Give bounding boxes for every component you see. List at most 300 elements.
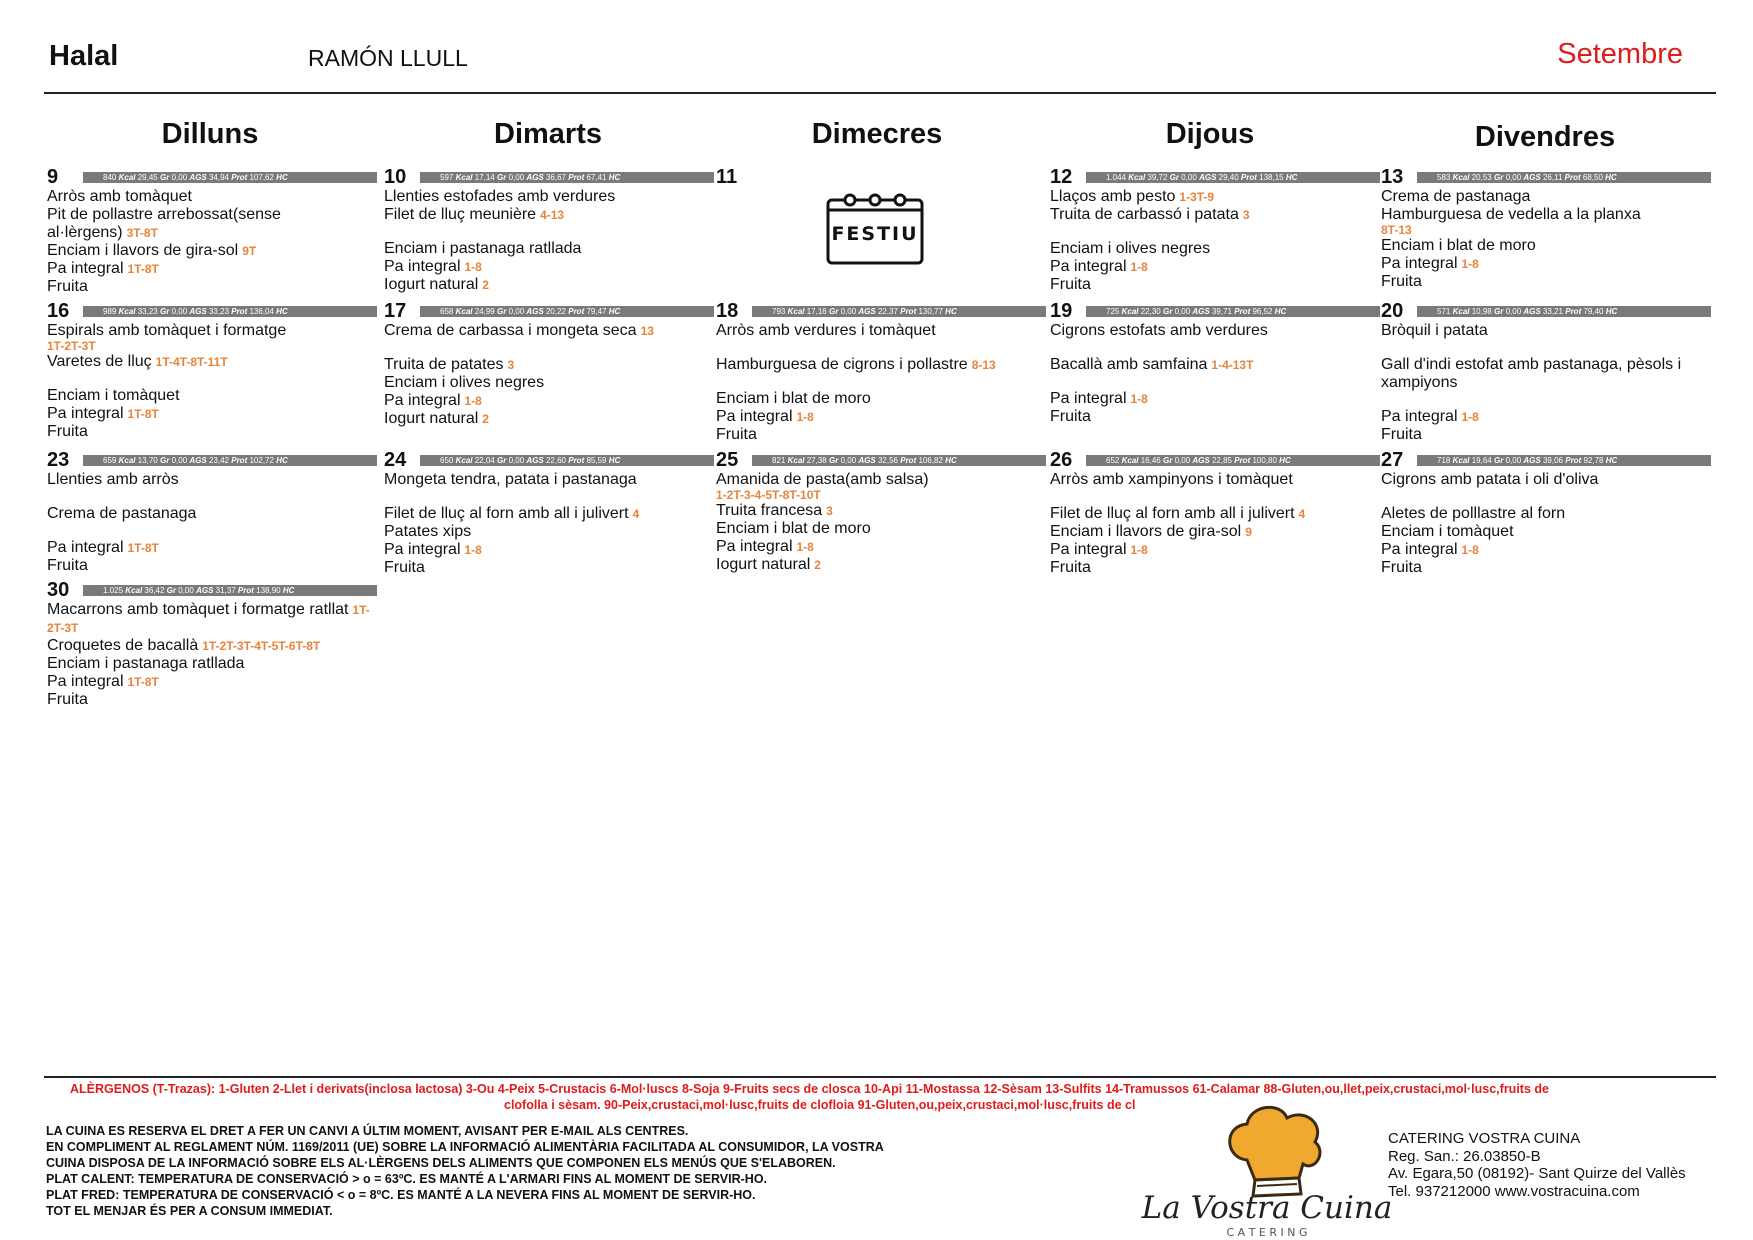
nutrient-value: 793: [772, 307, 786, 316]
nutrient-value: 27,38: [806, 456, 827, 465]
nutrient-value: 583: [1437, 173, 1451, 182]
nutrition-bar: [1086, 306, 1380, 317]
dayname-divendres: Divendres: [1474, 121, 1616, 153]
dish: [1381, 505, 1711, 523]
dish-name: Arròs amb verdures i tomàquet: [716, 322, 936, 339]
dish: [716, 322, 1046, 340]
nutrient-label: Kcal: [1121, 456, 1139, 465]
spacer: [1050, 374, 1380, 390]
dish-name: Macarrons amb tomàquet i formatge ratllat: [47, 601, 349, 618]
dish-name: Fruita: [47, 691, 88, 708]
nutrient-value: 571: [1437, 307, 1451, 316]
dish: [1050, 322, 1380, 340]
dish: [1381, 255, 1711, 273]
nutrient-value: 29,45: [137, 173, 158, 182]
dish: [47, 278, 377, 296]
dish-name: Cigrons estofats amb verdures: [1050, 322, 1268, 339]
nutrient-value: 0,00: [1181, 173, 1197, 182]
dayname-dilluns: Dilluns: [161, 118, 259, 150]
dish-name: Crema de pastanaga: [47, 505, 197, 522]
nutrient-value: 22,04: [474, 456, 495, 465]
la-vostra-cuina-logo: [1141, 1098, 1393, 1239]
allergen-legend-line1: ALÈRGENOS (T-Trazas): 1-Gluten 2-Llet i derivats(inclosa lactosa) 3-Ou 4-Peix 5-Crustacis 6-Mol·luscs 8-Soja 9-Fruits secs de closca 10-Api 11-Mostassa 12-Sèsam 13-Sulfits 14-Tramussos 61-Calamar 88-Gluten,ou,llet,peix,crustaci,mol·lusc,fruits de: [70, 1082, 1549, 1096]
dish: [47, 242, 377, 260]
footer-divider: [44, 1076, 1716, 1078]
dish-name: Pa integral: [1381, 408, 1458, 425]
nutrient-label: HC: [608, 456, 621, 465]
dish-name: Pa integral: [1050, 258, 1127, 275]
allergen-codes: 4-13: [540, 208, 565, 222]
nutrient-label: AGS: [1523, 173, 1541, 182]
dish: [1381, 408, 1711, 426]
spacer: [1381, 340, 1711, 356]
nutrient-value: 36,42: [144, 586, 165, 595]
festiu-calendar-icon: [825, 190, 925, 266]
month-label: Setembre: [1557, 38, 1683, 70]
dish: [384, 206, 714, 224]
nutrient-label: Kcal: [118, 173, 136, 182]
dish-name: Enciam i olives negres: [1050, 240, 1211, 257]
nutrient-value: 0,00: [178, 586, 194, 595]
company-line: Reg. San.: 26.03850-B: [1388, 1147, 1541, 1165]
nutrient-label: Kcal: [118, 307, 136, 316]
day-number: 10: [384, 166, 407, 188]
nutrient-value: 20,22: [545, 307, 566, 316]
dish-name: Hamburguesa de vedella a la planxa: [1381, 206, 1641, 223]
day-header: [384, 167, 714, 188]
dish: [1381, 206, 1711, 237]
dish: [47, 353, 377, 371]
nutrient-value: 0,00: [171, 173, 188, 182]
day-cell: [384, 301, 714, 428]
day-cell: [1050, 301, 1380, 426]
nutrient-label: AGS: [189, 173, 207, 182]
header-divider: [44, 92, 1716, 94]
dish-name: Filet de lluç al forn amb all i julivert: [384, 505, 629, 522]
nutrient-value: 17,16: [806, 307, 827, 316]
nutrient-label: Gr: [166, 586, 177, 595]
day-header: [1050, 450, 1380, 471]
day-cell: [1050, 167, 1380, 294]
dish-name: Enciam i tomàquet: [47, 387, 180, 404]
nutrient-value: 130,77: [918, 307, 943, 316]
day-number: 13: [1381, 166, 1404, 188]
dish-name: Iogurt natural: [716, 556, 811, 573]
spacer: [1381, 392, 1711, 408]
nutrient-label: Kcal: [787, 307, 805, 316]
dish: [1050, 471, 1380, 489]
nutrient-label: Prot: [231, 307, 248, 316]
dish: [384, 523, 714, 541]
nutrient-label: Gr: [160, 307, 170, 316]
nutrient-value: 106,82: [918, 456, 943, 465]
dish: [384, 392, 714, 410]
dish-name: Enciam i llavors de gira-sol: [47, 242, 239, 259]
nutrient-value: 0,00: [171, 307, 188, 316]
nutrient-label: AGS: [1523, 456, 1541, 465]
allergen-codes: 1-8: [464, 260, 482, 274]
dayname-dimarts: Dimarts: [494, 118, 602, 150]
logo-sub: C A T E R I N G: [1226, 1226, 1308, 1239]
dish: [47, 637, 377, 655]
nutrient-label: HC: [608, 173, 621, 182]
dish-name: Enciam i llavors de gira-sol: [1050, 523, 1242, 540]
nutrient-label: Prot: [231, 173, 248, 182]
dish: [47, 557, 377, 575]
day-cell: [47, 580, 377, 709]
allergen-codes: 1T-4T-8T-11T: [155, 355, 228, 369]
dish-name: Pa integral: [384, 541, 461, 558]
day-header: [384, 450, 714, 471]
legal-line: TOT EL MENJAR ÉS PER A CONSUM IMMEDIAT.: [46, 1204, 333, 1218]
nutrition-bar: [1086, 455, 1380, 466]
nutrient-value: 0,00: [1174, 456, 1191, 465]
dish: [384, 410, 714, 428]
nutrient-value: 138,90: [256, 586, 281, 595]
nutrient-label: Prot: [1234, 456, 1251, 465]
spacer: [47, 523, 377, 539]
dish-name: Fruita: [1050, 276, 1091, 293]
nutrient-value: 0,00: [508, 456, 525, 465]
nutrient-value: 100,80: [1252, 456, 1277, 465]
nutrient-value: 989: [103, 307, 117, 316]
company-line: CATERING VOSTRA CUINA: [1388, 1130, 1581, 1147]
day-number: 20: [1381, 300, 1404, 322]
nutrient-value: 102,72: [249, 456, 274, 465]
nutrient-label: Gr: [1169, 173, 1180, 182]
nutrient-label: Kcal: [1452, 307, 1470, 316]
dish-name: Fruita: [47, 557, 88, 574]
nutrient-label: HC: [1605, 307, 1618, 316]
nutrient-label: HC: [276, 173, 288, 182]
dish: [47, 260, 377, 278]
day-number: 12: [1050, 166, 1073, 188]
dish-name: Iogurt natural: [384, 276, 479, 293]
dish: [47, 673, 377, 691]
dish: [47, 505, 377, 523]
dish: [716, 538, 1046, 556]
nutrient-label: AGS: [526, 307, 544, 316]
day-header: [47, 301, 377, 322]
dish: [384, 471, 714, 489]
nutrient-value: 0,00: [840, 456, 857, 465]
nutrient-label: HC: [608, 307, 621, 316]
dish: [384, 374, 714, 392]
dish-name: Pa integral: [47, 539, 124, 556]
nutrient-value: 24,99: [474, 307, 495, 316]
day-cell: [716, 301, 1046, 444]
nutrient-value: 22,30: [1140, 307, 1161, 316]
dish-name: Pa integral: [1050, 541, 1127, 558]
nutrient-value: 67,41: [586, 173, 607, 182]
dish-name: Pa integral: [716, 408, 793, 425]
dish-name: Croquetes de bacallà: [47, 637, 199, 654]
nutrient-label: Gr: [497, 173, 507, 182]
dish: [716, 502, 1046, 520]
nutrient-value: 92,78: [1583, 456, 1604, 465]
day-header: [384, 301, 714, 322]
allergen-codes: 1-8: [1461, 410, 1479, 424]
nutrient-value: 22,37: [877, 307, 898, 316]
nutrient-label: AGS: [189, 307, 207, 316]
dish: [384, 559, 714, 577]
dish: [47, 655, 377, 673]
dish: [1050, 559, 1380, 577]
day-number: 26: [1050, 449, 1073, 471]
company-line: Av. Egara,50 (08192)- Sant Quirze del Vallès: [1388, 1165, 1686, 1182]
nutrition-bar: [1086, 172, 1380, 183]
nutrient-label: Prot: [1564, 173, 1581, 182]
allergen-codes: 2: [482, 412, 489, 426]
dish-name: Mongeta tendra, patata i pastanaga: [384, 471, 637, 488]
nutrition-bar: [83, 455, 377, 466]
dish-name: Filet de lluç al forn amb all i julivert: [1050, 505, 1295, 522]
legal-line: LA CUINA ES RESERVA EL DRET A FER UN CANVI A ÚLTIM MOMENT, AVISANT PER E-MAIL ALS CENTRES.: [46, 1124, 689, 1138]
nutrient-label: HC: [282, 586, 295, 595]
nutrition-bar: [420, 306, 714, 317]
day-header: [1050, 301, 1380, 322]
spacer: [384, 224, 714, 240]
allergen-codes: 1T-2T-3T-4T-5T-6T-8T: [202, 639, 321, 653]
dish: [1381, 237, 1711, 255]
dish-name: Iogurt natural: [384, 410, 479, 427]
nutrient-value: 39,06: [1542, 456, 1563, 465]
dish-name: Pa integral: [1050, 390, 1127, 407]
dish: [1050, 258, 1380, 276]
allergen-codes: 1-8: [1461, 543, 1479, 557]
dish-name: Patates xips: [384, 523, 472, 540]
allergen-legend-line2: clofolla i sèsam. 90-Peix,crustaci,mol·lusc,fruits de clofloia 91-Gluten,ou,peix,crustaci,mol·lusc,fruits de cl: [504, 1098, 1136, 1112]
nutrient-value: 0,00: [508, 173, 525, 182]
allergen-codes: 1-8: [1130, 392, 1148, 406]
dish: [47, 601, 377, 637]
dish-name: Enciam i tomàquet: [1381, 523, 1514, 540]
spacer: [47, 371, 377, 387]
nutrient-label: Kcal: [455, 307, 473, 316]
allergen-codes: 1-4-13T: [1211, 358, 1254, 372]
dish-name: Fruita: [1381, 273, 1422, 290]
day-header: [716, 301, 1046, 322]
nutrient-value: 821: [772, 456, 786, 465]
allergen-codes: 1T-8T: [127, 675, 159, 689]
nutrition-bar: [420, 455, 714, 466]
dish-name: Pa integral: [47, 260, 124, 277]
dish: [1050, 188, 1380, 206]
dish: [716, 556, 1046, 574]
day-number: 23: [47, 449, 70, 471]
nutrient-label: Prot: [568, 456, 585, 465]
dish-name: Arròs amb xampinyons i tomàquet: [1050, 471, 1293, 488]
dish-name: Aletes de polllastre al forn: [1381, 505, 1566, 522]
day-number: 27: [1381, 449, 1404, 471]
nutrient-value: 96,52: [1252, 307, 1273, 316]
dish-name: Truita de patates: [384, 356, 504, 373]
dish-name: Fruita: [47, 278, 88, 295]
allergen-codes: 9: [1245, 525, 1252, 539]
day-number: 24: [384, 449, 407, 471]
dish: [1381, 322, 1711, 340]
dish-name: Arròs amb tomàquet: [47, 188, 192, 205]
dish-name: Bròquil i patata: [1381, 322, 1488, 339]
spacer: [1050, 340, 1380, 356]
allergen-codes: 1T-8T: [127, 541, 159, 555]
nutrient-value: 650: [440, 456, 454, 465]
dish: [1381, 541, 1711, 559]
dish-name: Pa integral: [1381, 255, 1458, 272]
nutrient-value: 1.044: [1106, 173, 1127, 182]
dish: [1381, 188, 1711, 206]
dish: [716, 390, 1046, 408]
day-number: 19: [1050, 300, 1073, 322]
nutrient-value: 13,70: [137, 456, 158, 465]
dish-name: Enciam i olives negres: [384, 374, 545, 391]
nutrient-value: 0,00: [1505, 456, 1522, 465]
spacer: [384, 489, 714, 505]
allergen-codes: 1-8: [1130, 260, 1148, 274]
allergen-codes: 2: [482, 278, 489, 292]
day-header: [716, 167, 1046, 188]
nutrient-value: 659: [103, 456, 117, 465]
dish-name: Cigrons amb patata i oli d'oliva: [1381, 471, 1599, 488]
dish: [1050, 523, 1380, 541]
allergen-codes: 1T-8T: [127, 262, 159, 276]
nutrient-value: 597: [440, 173, 454, 182]
nutrient-value: 31,37: [215, 586, 236, 595]
nutrient-value: 19,64: [1471, 456, 1492, 465]
dish: [384, 240, 714, 258]
nutrient-value: 10,98: [1471, 307, 1492, 316]
allergen-codes: 1-8: [796, 540, 814, 554]
dish: [47, 471, 377, 489]
day-header: [47, 450, 377, 471]
legal-line: PLAT CALENT: TEMPERATURA DE CONSERVACIÓ > o = 63ºC. ES MANTÉ A L'ARMARI FINS AL MOMENT DE SERVIR-HO.: [46, 1172, 768, 1186]
dish: [716, 471, 1046, 502]
dish-name: Fruita: [1381, 426, 1422, 443]
nutrient-label: Kcal: [118, 456, 136, 465]
dish: [1381, 559, 1711, 577]
nutrient-value: 33,21: [1542, 307, 1563, 316]
day-number: 17: [384, 300, 407, 322]
menu-title: Halal: [49, 40, 119, 72]
dish-name: Enciam i blat de moro: [1381, 237, 1536, 254]
allergen-codes: 3: [1242, 208, 1250, 222]
dish-name: Fruita: [384, 559, 425, 576]
dish: [384, 258, 714, 276]
allergen-codes: 3: [507, 358, 515, 372]
nutrient-value: 1.025: [103, 586, 124, 595]
nutrient-label: Gr: [1494, 456, 1504, 465]
dish: [47, 188, 377, 206]
nutrient-label: Prot: [568, 173, 585, 182]
dish: [716, 356, 1046, 374]
dish: [1050, 276, 1380, 294]
dish: [47, 539, 377, 557]
day-cell: [384, 167, 714, 294]
legal-line: PLAT FRED: TEMPERATURA DE CONSERVACIÓ < o = 8ºC. ES MANTÉ A LA NEVERA FINS AL MOMENT DE SERVIR-HO.: [46, 1188, 756, 1202]
day-number: 16: [47, 300, 70, 322]
nutrient-label: Kcal: [1452, 173, 1470, 182]
spacer: [384, 340, 714, 356]
nutrient-value: 0,00: [1174, 307, 1191, 316]
nutrient-label: Gr: [160, 173, 170, 182]
dish-name: Pa integral: [1381, 541, 1458, 558]
dish: [384, 356, 714, 374]
nutrient-label: Prot: [1240, 173, 1257, 182]
nutrient-label: AGS: [1199, 173, 1217, 182]
day-number: 11: [716, 166, 738, 188]
nutrient-label: HC: [276, 456, 288, 465]
nutrient-label: Gr: [829, 456, 839, 465]
festiu-label: FESTIU: [831, 223, 919, 245]
dish-name: Llaços amb pesto: [1050, 188, 1176, 205]
nutrient-label: Gr: [497, 307, 507, 316]
nutrient-value: 32,56: [877, 456, 898, 465]
nutrient-label: Prot: [1565, 307, 1582, 316]
dish-name: Enciam i blat de moro: [716, 390, 871, 407]
day-header: [716, 450, 1046, 471]
nutrition-bar: [83, 306, 377, 317]
dish-name: Llenties amb arròs: [47, 471, 179, 488]
nutrient-label: Gr: [829, 307, 839, 316]
dish: [1050, 541, 1380, 559]
nutrient-label: Gr: [160, 456, 170, 465]
day-cell: [384, 450, 714, 577]
nutrient-value: 0,00: [1505, 173, 1522, 182]
allergen-codes: 1-3T-9: [1179, 190, 1215, 204]
nutrient-label: HC: [945, 456, 957, 465]
dish-name: Fruita: [716, 426, 757, 443]
dish-name: Hamburguesa de cigrons i pollastre: [716, 356, 968, 373]
nutrient-label: Gr: [1163, 307, 1173, 316]
dish-name: Truita francesa: [716, 502, 823, 519]
allergen-codes: 8-13: [971, 358, 996, 372]
nutrient-label: HC: [276, 307, 288, 316]
spacer: [716, 374, 1046, 390]
dish-name: Pa integral: [47, 405, 124, 422]
allergen-codes: 4: [632, 507, 640, 521]
allergen-codes: 1-8: [1130, 543, 1148, 557]
spacer: [1050, 224, 1380, 240]
nutrient-label: AGS: [858, 307, 876, 316]
dish: [384, 541, 714, 559]
dish-name: Fruita: [1050, 408, 1091, 425]
allergen-codes: 4: [1298, 507, 1306, 521]
day-cell: [47, 450, 377, 575]
dish-name: Fruita: [47, 423, 88, 440]
allergen-codes: 2: [814, 558, 821, 572]
nutrient-value: 34,94: [208, 173, 229, 182]
day-cell: [1381, 167, 1711, 291]
day-header: [1381, 301, 1711, 322]
nutrient-value: 725: [1106, 307, 1120, 316]
dish-name: Enciam i blat de moro: [716, 520, 871, 537]
dish: [47, 322, 377, 353]
nutrient-value: 22,60: [545, 456, 566, 465]
dish: [1050, 206, 1380, 224]
day-cell: [716, 167, 1046, 188]
nutrient-label: Prot: [568, 307, 585, 316]
dish: [1381, 523, 1711, 541]
nutrient-label: AGS: [196, 586, 214, 595]
nutrient-value: 20,53: [1471, 173, 1492, 182]
dish: [1381, 273, 1711, 291]
nutrient-label: AGS: [526, 173, 544, 182]
nutrient-value: 33,23: [137, 307, 158, 316]
chef-hat-icon: [1230, 1107, 1320, 1196]
nutrient-value: 26,11: [1542, 173, 1563, 182]
dish: [716, 426, 1046, 444]
day-header: [1381, 450, 1711, 471]
